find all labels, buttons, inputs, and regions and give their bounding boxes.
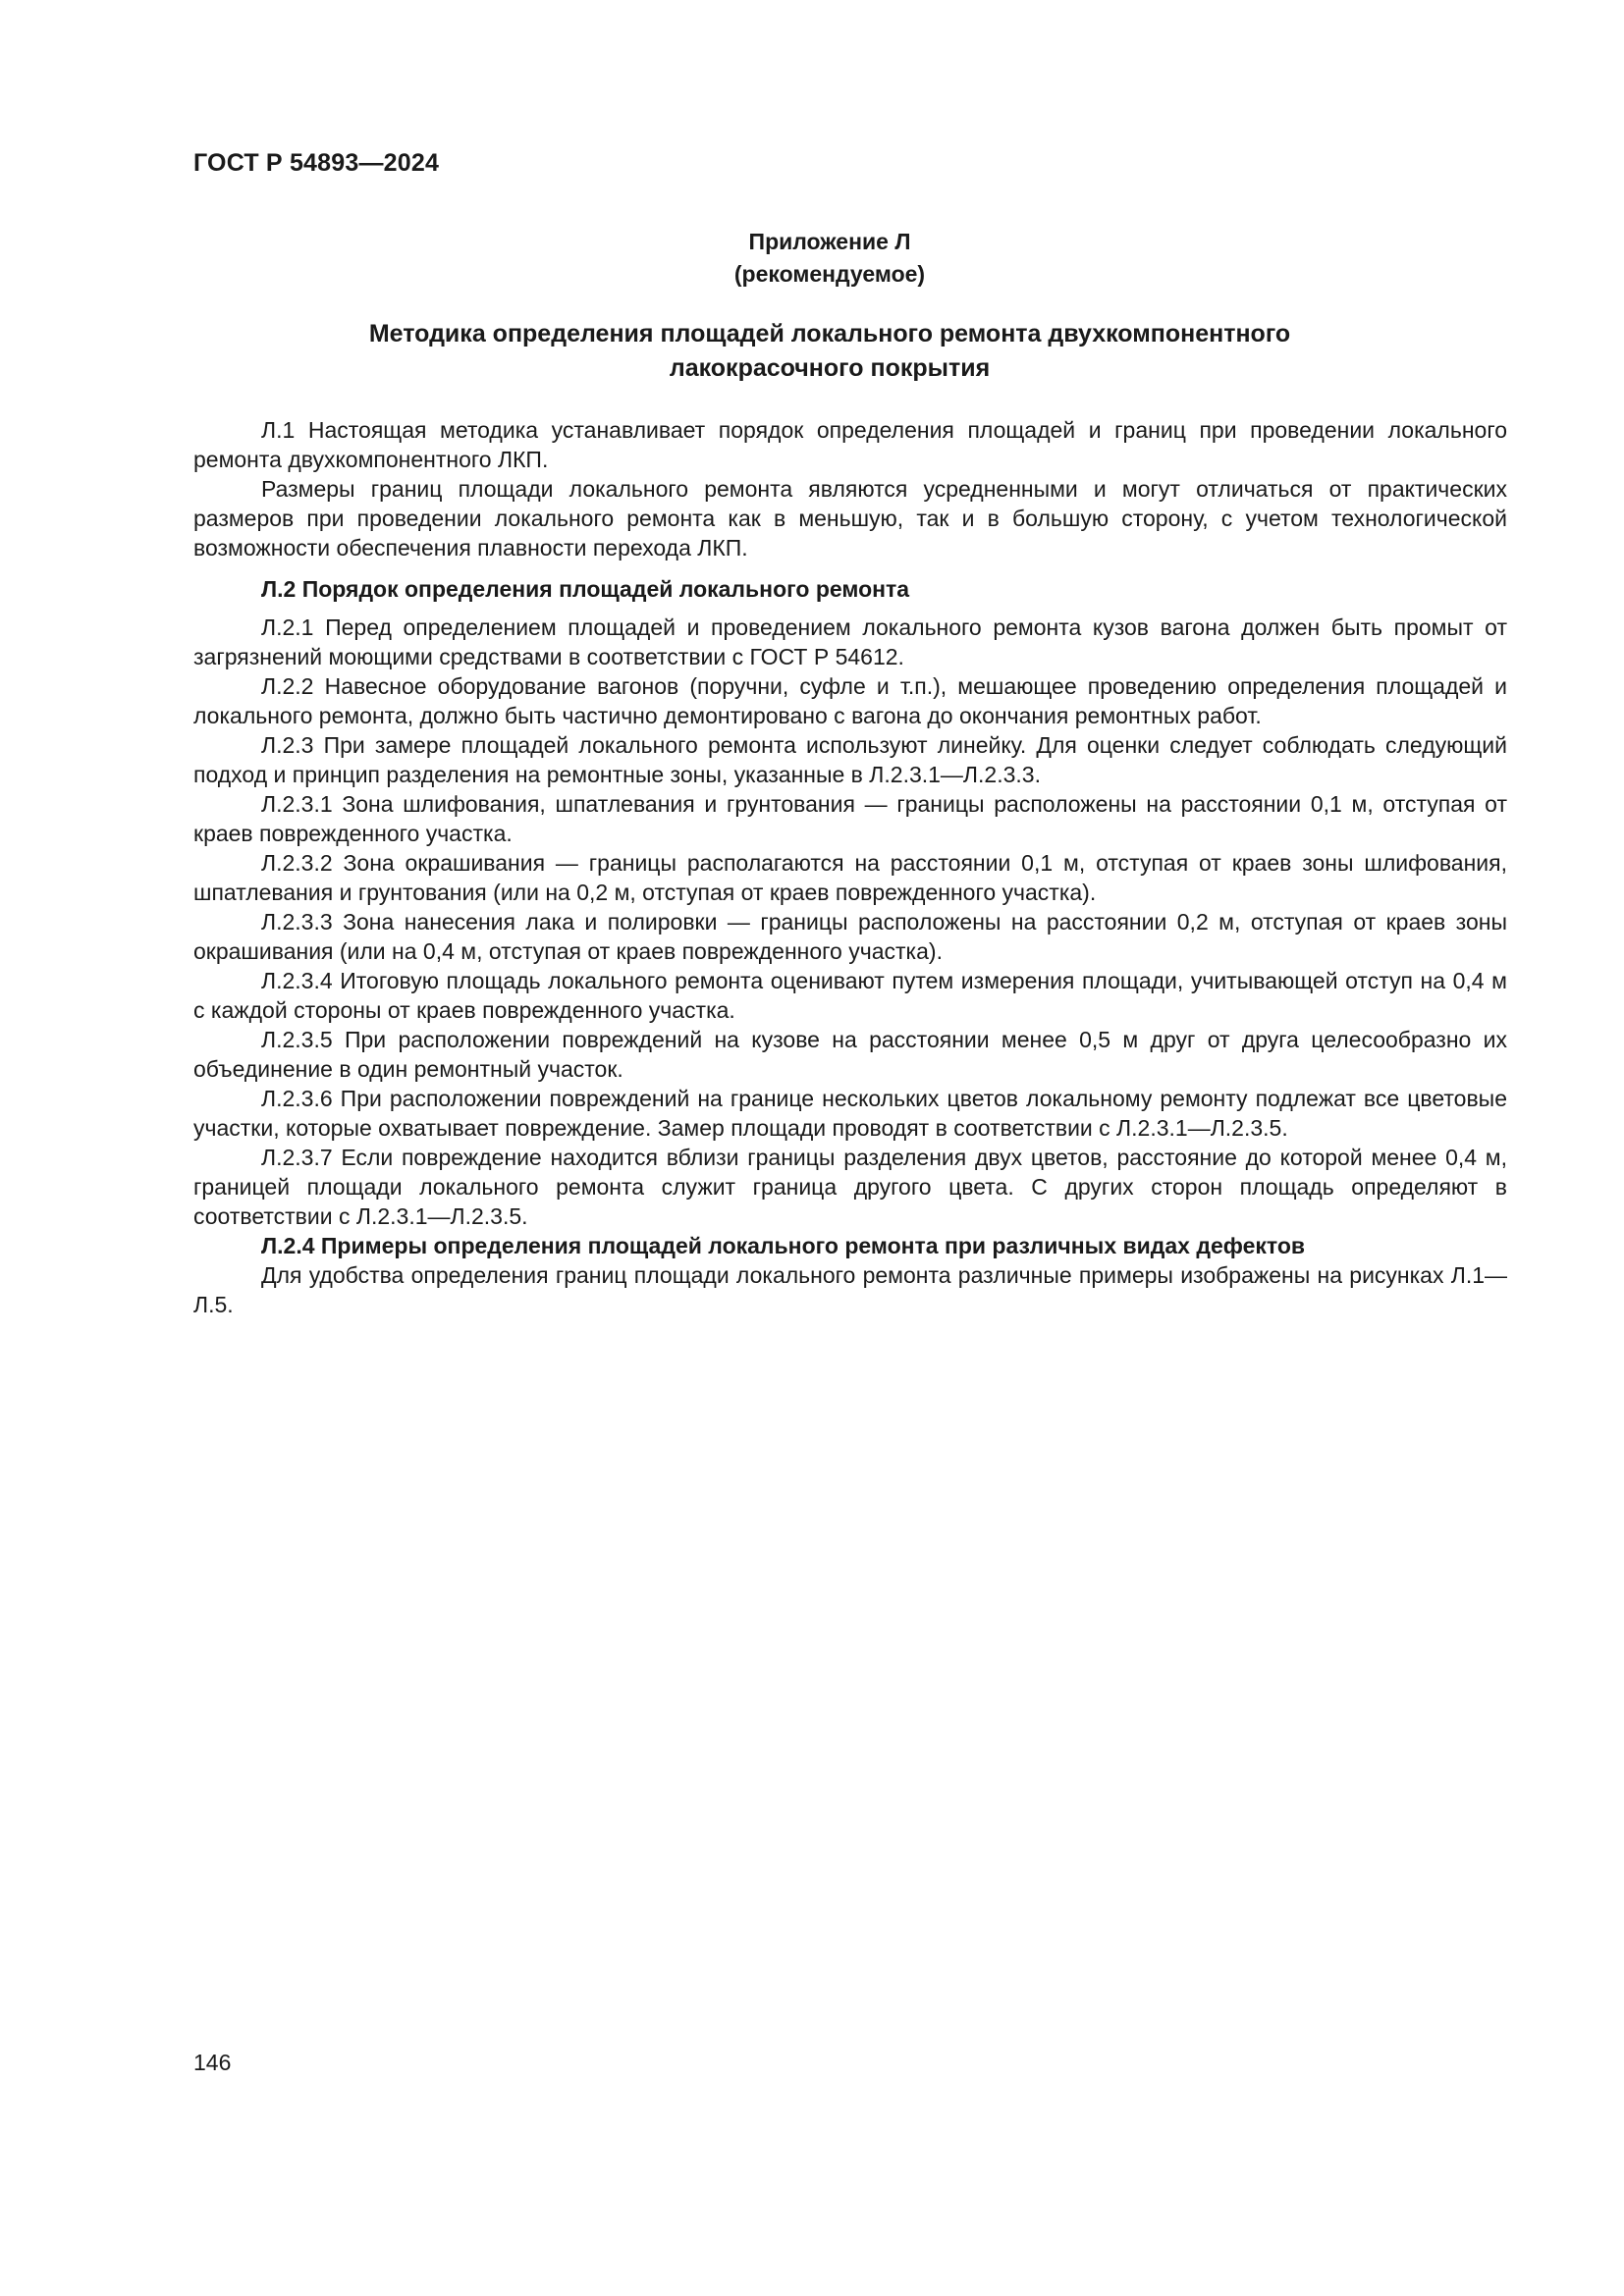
appendix-title: [193, 317, 1466, 386]
appendix-status: (рекомендуемое): [733, 261, 926, 287]
appendix-label: Приложение Л: [748, 229, 911, 254]
page-number: 146: [193, 2050, 232, 2075]
appendix-heading: [193, 226, 1466, 291]
paragraph-l2-4: Для удобства определения границ площади локального ремонта различные примеры изображены на рисунках Л.1—Л.5.: [193, 1262, 1507, 1317]
paragraph-l2-3-6: Л.2.3.6 При расположении повреждений на границе нескольких цветов локальному ремонту подлежат все цветовые участки, которые охватывает повреждение. Замер площади проводят в соответствии с Л.2.3.1—Л.2.3.5.: [193, 1086, 1507, 1141]
appendix-title-line-1: Методика определения площадей локального ремонта двухкомпонентного: [368, 320, 1291, 347]
appendix-title-line-2: лакокрасочного покрытия: [669, 354, 991, 382]
paragraph-l2-3-3: Л.2.3.3 Зона нанесения лака и полировки — границы расположены на расстоянии 0,2 м, отступая от краев зоны окрашивания (или на 0,4 м, отступая от краев поврежденного участка).: [193, 909, 1507, 964]
paragraph-l2-3-5: Л.2.3.5 При расположении повреждений на кузове на расстоянии менее 0,5 м друг от друга целесообразно их объединение в один ремонтный участок.: [193, 1027, 1507, 1082]
paragraph-l2-3-2: Л.2.3.2 Зона окрашивания — границы располагаются на расстоянии 0,1 м, отступая от краев зоны шлифования, шпатлевания и грунтования (или на 0,2 м, отступая от краев поврежденного участка).: [193, 850, 1507, 905]
paragraph-l2-3-1: Л.2.3.1 Зона шлифования, шпатлевания и грунтования — границы расположены на расстоянии 0,1 м, отступая от краев поврежденного участка.: [193, 791, 1507, 846]
paragraph-l2-3-4: Л.2.3.4 Итоговую площадь локального ремонта оценивают путем измерения площади, учитывающей отступ на 0,4 м с каждой стороны от краев поврежденного участка.: [193, 968, 1507, 1023]
paragraph-l2-3-7: Л.2.3.7 Если повреждение находится вблизи границы разделения двух цветов, расстояние до которой менее 0,4 м, границей площади локального ремонта служит граница другого цвета. С других сторон площадь определяют в соответствии с Л.2.3.1—Л.2.3.5.: [193, 1145, 1507, 1229]
document-code: ГОСТ Р 54893—2024: [193, 149, 440, 177]
paragraph-l2-2: Л.2.2 Навесное оборудование вагонов (поручни, суфле и т.п.), мешающее проведению определения площадей и локального ремонта, должно быть частично демонтировано с вагона до окончания ремонтных работ.: [193, 673, 1507, 728]
paragraph-l1: Л.1 Настоящая методика устанавливает порядок определения площадей и границ при проведении локального ремонта двухкомпонентного ЛКП.: [193, 417, 1507, 472]
paragraph-l2-3: Л.2.3 При замере площадей локального ремонта используют линейку. Для оценки следует соблюдать следующий подход и принцип разделения на ремонтные зоны, указанные в Л.2.3.1—Л.2.3.3.: [193, 732, 1507, 787]
paragraph-l1-sizes: Размеры границ площади локального ремонта являются усредненными и могут отличаться от практических размеров при проведении локального ремонта как в меньшую, так и в большую сторону, с учетом технологической возможности обеспечения плавности перехода ЛКП.: [193, 476, 1507, 561]
section-heading-l2-4: Л.2.4 Примеры определения площадей локального ремонта при различных видах дефектов: [261, 1233, 1306, 1258]
paragraph-l2-1: Л.2.1 Перед определением площадей и проведением локального ремонта кузов вагона должен быть промыт от загрязнений моющими средствами в соответствии с ГОСТ Р 54612.: [193, 614, 1507, 669]
document-body: [193, 415, 1507, 1319]
section-heading-l2: Л.2 Порядок определения площадей локального ремонта: [261, 576, 910, 602]
